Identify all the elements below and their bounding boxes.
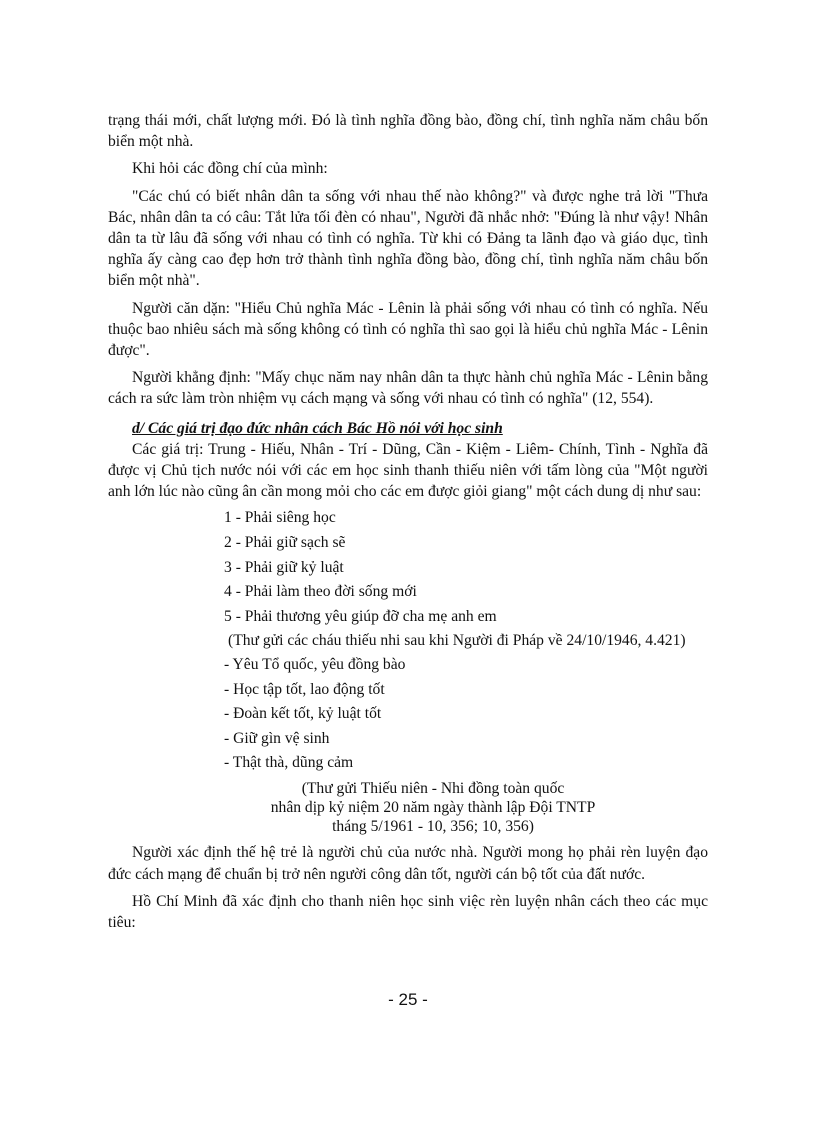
paragraph-2: Khi hỏi các đồng chí của mình:	[132, 160, 328, 178]
list-item: 5 - Phải thương yêu giúp đỡ cha mẹ anh em	[224, 607, 497, 625]
list-item: 4 - Phải làm theo đời sống mới	[224, 583, 417, 601]
paragraph-7: Người xác định thế hệ trẻ là người chủ của nước nhà. Người mong họ phải rèn luyện đạo đức cách mạng để chuẩn bị trở nên người công dân tốt, người cán bộ tốt của đất nước.	[108, 844, 708, 883]
values-list	[224, 653, 708, 775]
list-item: - Thật thà, dũng cảm	[224, 753, 354, 771]
list-item: 3 - Phải giữ kỷ luật	[224, 558, 344, 576]
list-item: - Giữ gìn vệ sinh	[224, 729, 330, 747]
paragraph-5: Người khẳng định: "Mấy chục năm nay nhân dân ta thực hành chủ nghĩa Mác - Lênin bằng cách ra sức làm tròn nhiệm vụ cách mạng và sống với nhau có tình có nghĩa" (12, 554).	[108, 369, 708, 408]
list-item: - Học tập tốt, lao động tốt	[224, 680, 385, 698]
citation-line: (Thư gửi Thiếu niên - Nhi đồng toàn quốc	[301, 780, 565, 798]
paragraph-8: Hồ Chí Minh đã xác định cho thanh niên học sinh việc rèn luyện nhân cách theo các mục tiêu:	[108, 892, 708, 931]
list-item: - Đoàn kết tốt, kỷ luật tốt	[224, 705, 382, 723]
paragraph-1: trạng thái mới, chất lượng mới. Đó là tình nghĩa đồng bào, đồng chí, tình nghĩa năm châu bốn biển một nhà.	[108, 112, 708, 151]
citation-line: tháng 5/1961 - 10, 356; 10, 356)	[332, 818, 534, 836]
citation-line: nhân dịp kỷ niệm 20 năm ngày thành lập Đội TNTP	[270, 799, 596, 817]
rules-list	[224, 506, 708, 629]
list-item: - Yêu Tổ quốc, yêu đồng bào	[224, 656, 406, 674]
paragraph-3: "Các chú có biết nhân dân ta sống với nhau thế nào không?" và được nghe trả lời "Thưa Bác, nhân dân ta có câu: Tắt lửa tối đèn có nhau", Người đã nhắc nhở: "Đúng là như vậy! Nhân dân ta từ lâu đã sống với nhau có tình có nghĩa. Từ khi có Đảng ta lãnh đạo và giáo dục, tình nghĩa ấy càng cao đẹp hơn trở thành tình nghĩa đồng bào, đồng chí, tình nghĩa năm châu bốn biển một nhà".	[108, 187, 708, 290]
paragraph-6: Các giá trị: Trung - Hiếu, Nhân - Trí - Dũng, Cần - Kiệm - Liêm- Chính, Tình - Nghĩa đã được vị Chủ tịch nước nói với các em học sinh thanh thiếu niên với tấm lòng của "Một người anh lớn lúc nào cũng ân cần mong mỏi cho các em được giỏi giang" một cách dung dị như sau:	[108, 440, 708, 501]
page-content	[108, 110, 708, 939]
list-item: 2 - Phải giữ sạch sẽ	[224, 534, 346, 552]
source-citation-2	[108, 779, 708, 836]
page-number: - 25 -	[388, 990, 428, 1009]
list-item: 1 - Phải siêng học	[224, 509, 336, 527]
source-citation-1: (Thư gửi các cháu thiếu nhi sau khi Người đi Pháp về 24/10/1946, 4.421)	[228, 632, 686, 650]
section-heading: d/ Các giá trị đạo đức nhân cách Bác Hồ nói với học sinh	[132, 419, 503, 437]
paragraph-4: Người căn dặn: "Hiểu Chủ nghĩa Mác - Lênin là phải sống với nhau có tình có nghĩa. Nếu thuộc bao nhiêu sách mà sống không có tình có nghĩa thì sao gọi là hiểu chủ nghĩa Mác - Lênin được".	[108, 299, 708, 360]
